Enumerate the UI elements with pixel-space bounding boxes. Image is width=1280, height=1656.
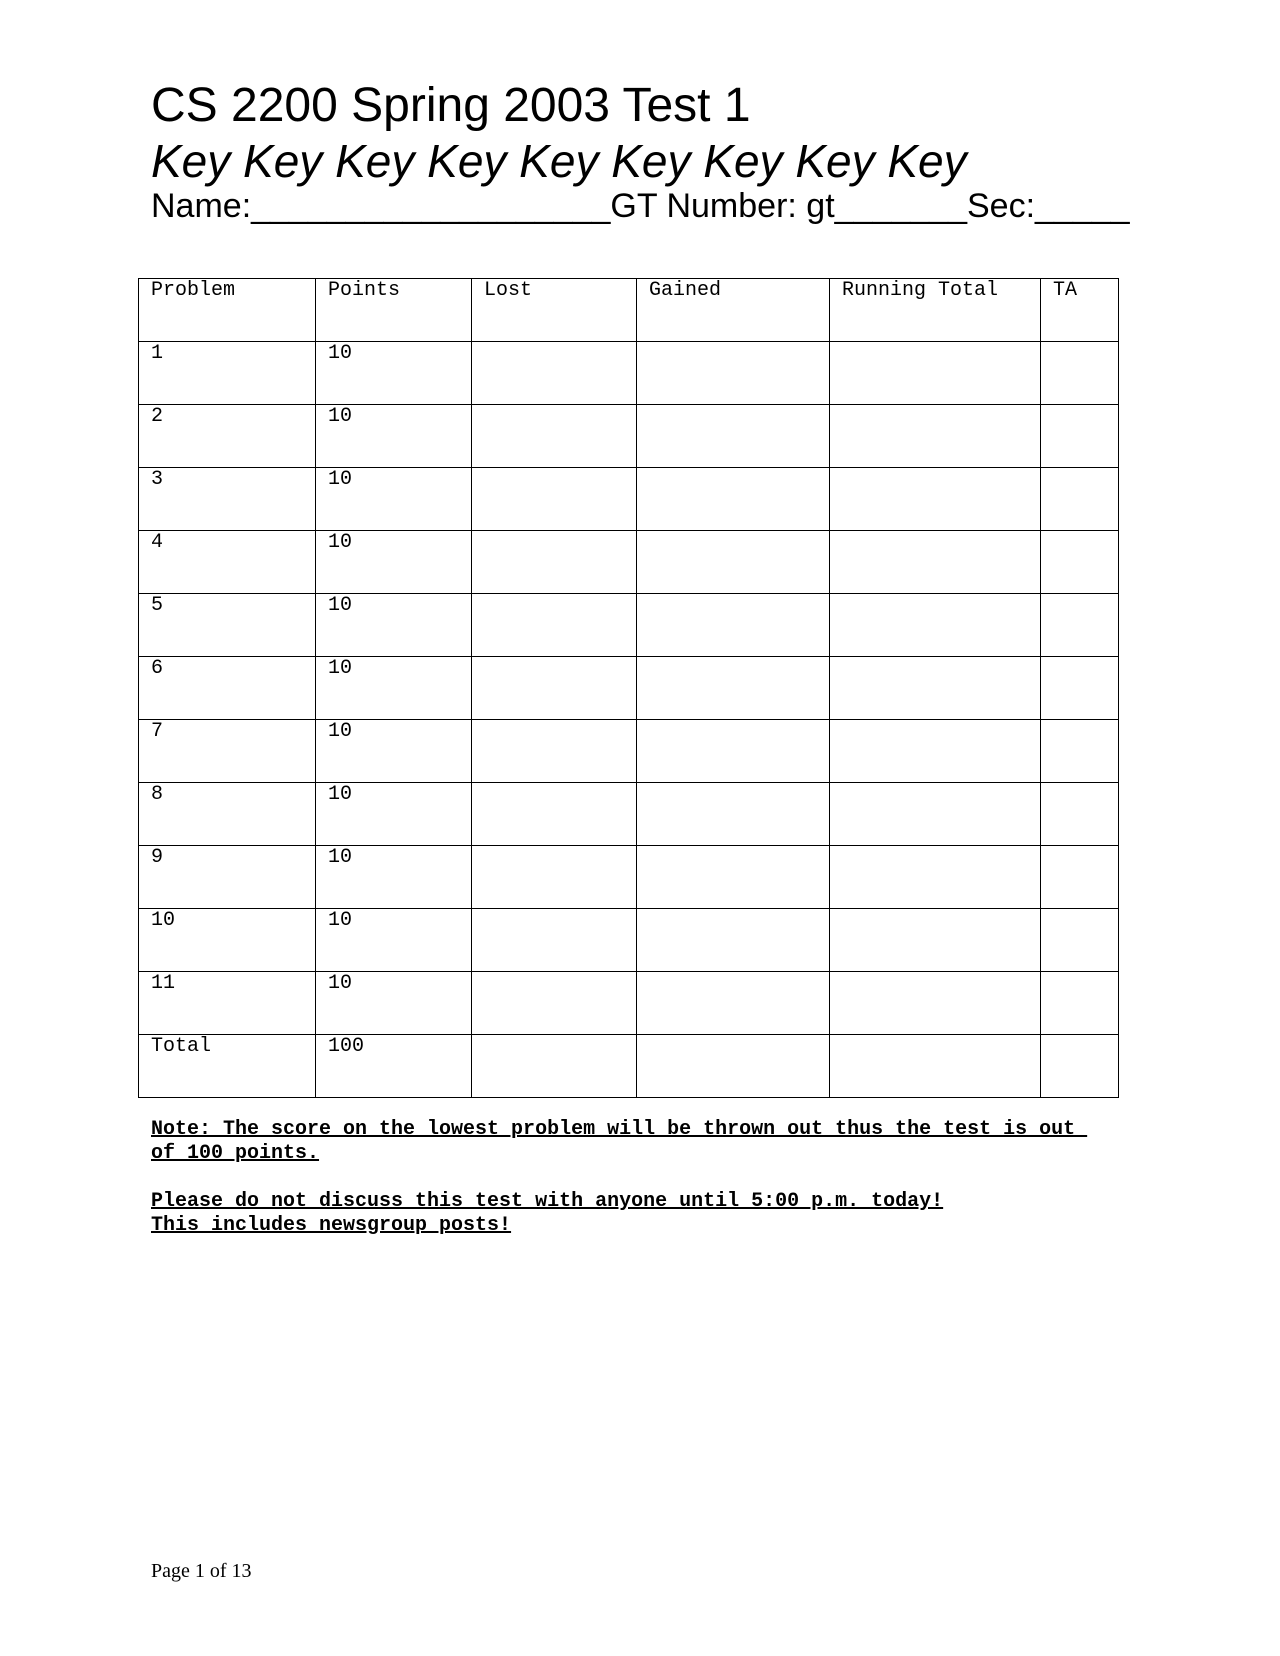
cell-lost[interactable] — [472, 846, 637, 909]
cell-ta[interactable] — [1041, 657, 1119, 720]
table-row — [139, 531, 1119, 594]
document-subtitle: Key Key Key Key Key Key Key Key Key — [151, 135, 967, 187]
header-gained: Gained — [637, 279, 830, 342]
cell-ta[interactable] — [1041, 783, 1119, 846]
cell-lost[interactable] — [472, 972, 637, 1035]
cell-gained[interactable] — [637, 468, 830, 531]
cell-points: 10 — [316, 720, 472, 783]
cell-points: 10 — [316, 531, 472, 594]
cell-lost[interactable] — [472, 531, 637, 594]
document-title: CS 2200 Spring 2003 Test 1 — [151, 79, 751, 132]
cell-points: 10 — [316, 657, 472, 720]
cell-problem: 8 — [139, 783, 316, 846]
cell-ta[interactable] — [1041, 909, 1119, 972]
cell-ta[interactable] — [1041, 405, 1119, 468]
cell-running-total[interactable] — [830, 468, 1041, 531]
cell-points: 10 — [316, 783, 472, 846]
cell-problem: 4 — [139, 531, 316, 594]
cell-lost[interactable] — [472, 1035, 637, 1098]
cell-running-total[interactable] — [830, 783, 1041, 846]
cell-problem: 1 — [139, 342, 316, 405]
cell-lost[interactable] — [472, 720, 637, 783]
cell-lost[interactable] — [472, 909, 637, 972]
grading-table — [138, 278, 1119, 1098]
table-row — [139, 594, 1119, 657]
cell-running-total[interactable] — [830, 657, 1041, 720]
cell-points: 10 — [316, 972, 472, 1035]
cell-lost[interactable] — [472, 657, 637, 720]
cell-problem: 2 — [139, 405, 316, 468]
cell-running-total[interactable] — [830, 1035, 1041, 1098]
cell-ta[interactable] — [1041, 468, 1119, 531]
score-note — [151, 1118, 1141, 1166]
cell-gained[interactable] — [637, 594, 830, 657]
cell-lost[interactable] — [472, 405, 637, 468]
table-header-row — [139, 279, 1119, 342]
table-row — [139, 720, 1119, 783]
cell-running-total[interactable] — [830, 720, 1041, 783]
cell-ta[interactable] — [1041, 972, 1119, 1035]
cell-gained[interactable] — [637, 405, 830, 468]
cell-points: 100 — [316, 1035, 472, 1098]
cell-running-total[interactable] — [830, 972, 1041, 1035]
cell-ta[interactable] — [1041, 720, 1119, 783]
cell-ta[interactable] — [1041, 342, 1119, 405]
cell-running-total[interactable] — [830, 846, 1041, 909]
cell-running-total[interactable] — [830, 909, 1041, 972]
cell-lost[interactable] — [472, 783, 637, 846]
cell-problem: Total — [139, 1035, 316, 1098]
cell-points: 10 — [316, 468, 472, 531]
cell-lost[interactable] — [472, 594, 637, 657]
table-row — [139, 657, 1119, 720]
cell-problem: 10 — [139, 909, 316, 972]
cell-gained[interactable] — [637, 1035, 830, 1098]
table-row — [139, 846, 1119, 909]
cell-problem: 9 — [139, 846, 316, 909]
score-note-line-2: of 100 points. — [151, 1142, 320, 1165]
table-row — [139, 342, 1119, 405]
table-row — [139, 909, 1119, 972]
cell-problem: 7 — [139, 720, 316, 783]
cell-ta[interactable] — [1041, 594, 1119, 657]
cell-gained[interactable] — [637, 846, 830, 909]
header-lost: Lost — [472, 279, 637, 342]
score-note-line-1: Note: The score on the lowest problem will be thrown out thus the test is out — [151, 1118, 1088, 1141]
cell-running-total[interactable] — [830, 405, 1041, 468]
cell-ta[interactable] — [1041, 531, 1119, 594]
cell-lost[interactable] — [472, 342, 637, 405]
cell-gained[interactable] — [637, 972, 830, 1035]
cell-ta[interactable] — [1041, 1035, 1119, 1098]
header-points: Points — [316, 279, 472, 342]
cell-problem: 5 — [139, 594, 316, 657]
cell-points: 10 — [316, 594, 472, 657]
page-number: Page 1 of 13 — [151, 1560, 252, 1582]
cell-points: 10 — [316, 846, 472, 909]
cell-problem: 3 — [139, 468, 316, 531]
header-ta: TA — [1041, 279, 1119, 342]
cell-gained[interactable] — [637, 783, 830, 846]
table-row — [139, 783, 1119, 846]
cell-points: 10 — [316, 405, 472, 468]
cell-lost[interactable] — [472, 468, 637, 531]
cell-gained[interactable] — [637, 657, 830, 720]
cell-running-total[interactable] — [830, 594, 1041, 657]
table-row — [139, 1035, 1119, 1098]
cell-ta[interactable] — [1041, 846, 1119, 909]
cell-gained[interactable] — [637, 342, 830, 405]
cell-gained[interactable] — [637, 720, 830, 783]
table-row — [139, 972, 1119, 1035]
table-row — [139, 405, 1119, 468]
cell-points: 10 — [316, 342, 472, 405]
header-running-total: Running Total — [830, 279, 1041, 342]
table-row — [139, 468, 1119, 531]
header-problem: Problem — [139, 279, 316, 342]
cell-running-total[interactable] — [830, 531, 1041, 594]
discussion-warning-line-2: This includes newsgroup posts! — [151, 1214, 512, 1237]
cell-problem: 11 — [139, 972, 316, 1035]
student-info-line: Name:___________________GT Number: gt_______Sec:_____ — [151, 187, 1130, 225]
cell-gained[interactable] — [637, 531, 830, 594]
discussion-warning — [151, 1190, 943, 1238]
cell-points: 10 — [316, 909, 472, 972]
discussion-warning-line-1: Please do not discuss this test with anyone until 5:00 p.m. today! — [151, 1190, 944, 1213]
cell-problem: 6 — [139, 657, 316, 720]
cell-running-total[interactable] — [830, 342, 1041, 405]
cell-gained[interactable] — [637, 909, 830, 972]
